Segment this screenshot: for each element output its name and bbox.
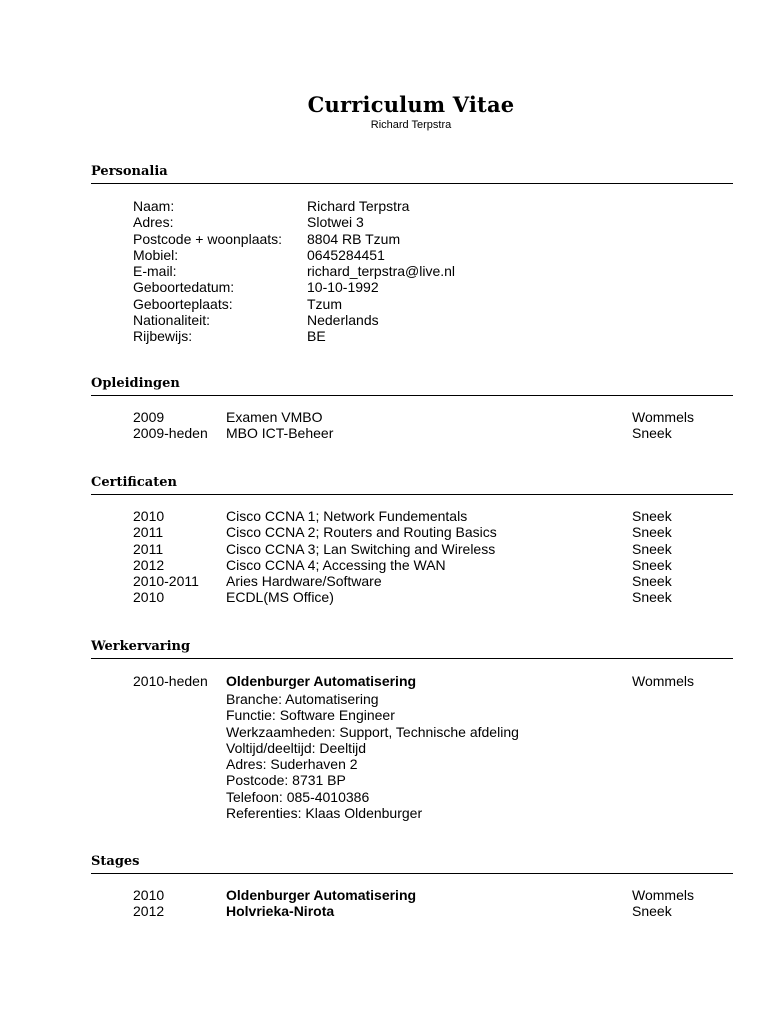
field-value: richard_terpstra@live.nl [307, 263, 456, 280]
field-label: Nationaliteit: [133, 312, 211, 329]
item-year: 2010 [133, 589, 165, 606]
list-item [91, 589, 733, 605]
page-subtitle: Richard Terpstra [370, 119, 452, 131]
field-value: Tzum [307, 295, 342, 312]
section-heading: Opleidingen [91, 375, 733, 396]
job-detail [91, 789, 733, 805]
item-place: Sneek [632, 573, 672, 590]
field-label: E-mail: [133, 263, 177, 280]
item-desc: Cisco CCNA 3; Lan Switching and Wireless [226, 540, 496, 557]
section-werkervaring [91, 638, 733, 821]
section-opleidingen [91, 375, 733, 442]
item-year: 2010 [133, 887, 165, 903]
personalia-row [91, 231, 733, 247]
job-place: Wommels [632, 673, 694, 689]
item-place: Sneek [632, 425, 672, 442]
item-desc: ECDL(MS Office) [226, 589, 334, 606]
item-place: Sneek [632, 556, 672, 573]
list-item [91, 425, 733, 441]
item-desc: Examen VMBO [226, 409, 323, 425]
section-stages [91, 853, 733, 920]
list-item [91, 903, 733, 919]
page-title: Curriculum Vitae [307, 92, 515, 117]
field-value: 0645284451 [307, 246, 385, 263]
job-detail [91, 691, 733, 707]
item-place: Wommels [632, 409, 694, 425]
field-value: Nederlands [307, 312, 379, 329]
item-desc: Aries Hardware/Software [226, 573, 382, 590]
field-value: 10-10-1992 [307, 279, 379, 296]
item-place: Sneek [632, 903, 672, 920]
job-detail [91, 772, 733, 788]
field-label: Rijbewijs: [133, 328, 193, 345]
item-place: Sneek [632, 508, 672, 524]
item-company: Holvrieka-Nirota [226, 903, 335, 920]
item-year: 2010-2011 [133, 573, 199, 590]
field-label: Mobiel: [133, 246, 179, 263]
job-detail [91, 740, 733, 756]
section-certificaten [91, 474, 733, 606]
job-detail-text: Functie: Software Engineer [226, 707, 395, 724]
item-year: 2010 [133, 508, 165, 524]
list-item [91, 508, 733, 524]
job-detail-text: Postcode: 8731 BP [226, 772, 346, 789]
item-company: Oldenburger Automatisering [226, 887, 417, 903]
field-label: Geboortedatum: [133, 279, 235, 296]
item-desc: MBO ICT-Beheer [226, 425, 334, 442]
field-label: Geboorteplaats: [133, 295, 233, 312]
personalia-row [91, 312, 733, 328]
item-year: 2011 [133, 540, 164, 557]
section-heading: Werkervaring [91, 638, 733, 659]
list-item [91, 409, 733, 425]
item-place: Sneek [632, 540, 672, 557]
item-year: 2011 [133, 524, 164, 541]
list-item [91, 887, 733, 903]
personalia-row [91, 247, 733, 263]
personalia-row [91, 296, 733, 312]
job-detail-text: Referenties: Klaas Oldenburger [226, 805, 423, 822]
item-year: 2009 [133, 409, 165, 425]
job-detail-text: Werkzaamheden: Support, Technische afdeling [226, 723, 519, 740]
section-personalia [91, 163, 733, 345]
item-desc: Cisco CCNA 1; Network Fundementals [226, 508, 468, 524]
personalia-row [91, 279, 733, 295]
section-heading: Personalia [91, 163, 733, 184]
job-company: Oldenburger Automatisering [226, 673, 417, 689]
item-place: Sneek [632, 524, 672, 541]
personalia-row [91, 263, 733, 279]
job-detail-text: Telefoon: 085-4010386 [226, 788, 370, 805]
job-detail-text: Adres: Suderhaven 2 [226, 756, 358, 773]
job-detail [91, 805, 733, 821]
job-detail-text: Voltijd/deeltijd: Deeltijd [226, 739, 367, 756]
list-item [91, 524, 733, 540]
field-value: Richard Terpstra [307, 198, 410, 214]
item-place: Sneek [632, 589, 672, 606]
job-detail [91, 724, 733, 740]
item-year: 2012 [133, 556, 165, 573]
list-item [91, 557, 733, 573]
item-desc: Cisco CCNA 4; Accessing the WAN [226, 556, 446, 573]
field-value: 8804 RB Tzum [307, 230, 401, 247]
field-value: BE [307, 328, 326, 345]
section-heading: Certificaten [91, 474, 733, 495]
job-detail-text: Branche: Automatisering [226, 691, 379, 707]
field-label: Postcode + woonplaats: [133, 230, 283, 247]
field-value: Slotwei 3 [307, 214, 364, 231]
field-label: Naam: [133, 198, 175, 214]
job-entry [91, 672, 733, 691]
item-desc: Cisco CCNA 2; Routers and Routing Basics [226, 524, 497, 541]
item-place: Wommels [632, 887, 694, 903]
list-item [91, 573, 733, 589]
personalia-row [91, 198, 733, 214]
item-year: 2012 [133, 903, 165, 920]
field-label: Adres: [133, 214, 174, 231]
personalia-row [91, 214, 733, 230]
job-detail [91, 756, 733, 772]
item-year: 2009-heden [133, 425, 208, 442]
section-heading: Stages [91, 853, 733, 874]
job-detail [91, 707, 733, 723]
job-period: 2010-heden [133, 673, 208, 689]
list-item [91, 541, 733, 557]
personalia-row [91, 328, 733, 344]
